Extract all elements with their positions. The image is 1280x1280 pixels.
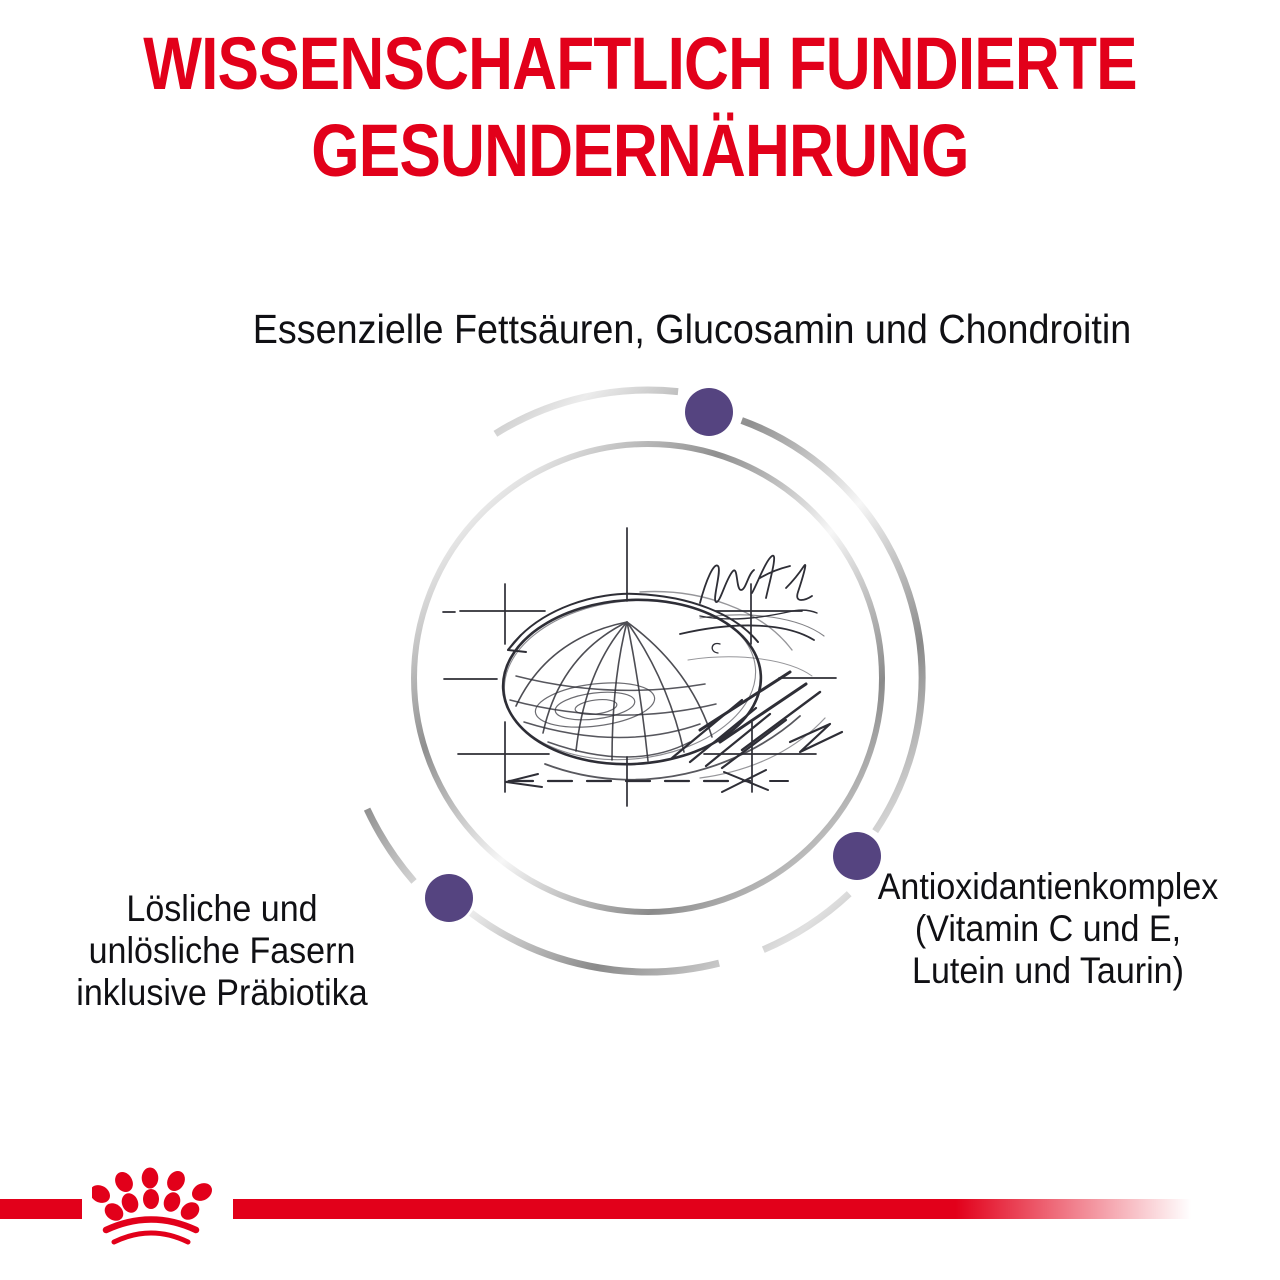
callout-bottom-right: Antioxidantienkomplex (Vitamin C und E, Lutein und Taurin): [877, 866, 1219, 991]
callout-bottom-left: Lösliche und unlösliche Fasern inklusive Präbiotika: [76, 888, 368, 1013]
crown-paw-logo-icon: [92, 1160, 234, 1256]
nutrient-dot-top: [685, 388, 733, 436]
accent-band-right: [233, 1199, 1280, 1219]
page-title-line1: WISSENSCHAFTLICH FUNDIERTE: [143, 22, 1137, 105]
accent-band-left: [0, 1199, 82, 1219]
callout-top: Essenzielle Fettsäuren, Glucosamin und Chondroitin: [252, 306, 1132, 352]
page-title-line2: GESUNDERNÄHRUNG: [311, 109, 969, 192]
designer-signature: [700, 556, 817, 619]
kibble-sketch-icon: [443, 528, 842, 806]
nutrient-dot-bottom-left: [425, 874, 473, 922]
